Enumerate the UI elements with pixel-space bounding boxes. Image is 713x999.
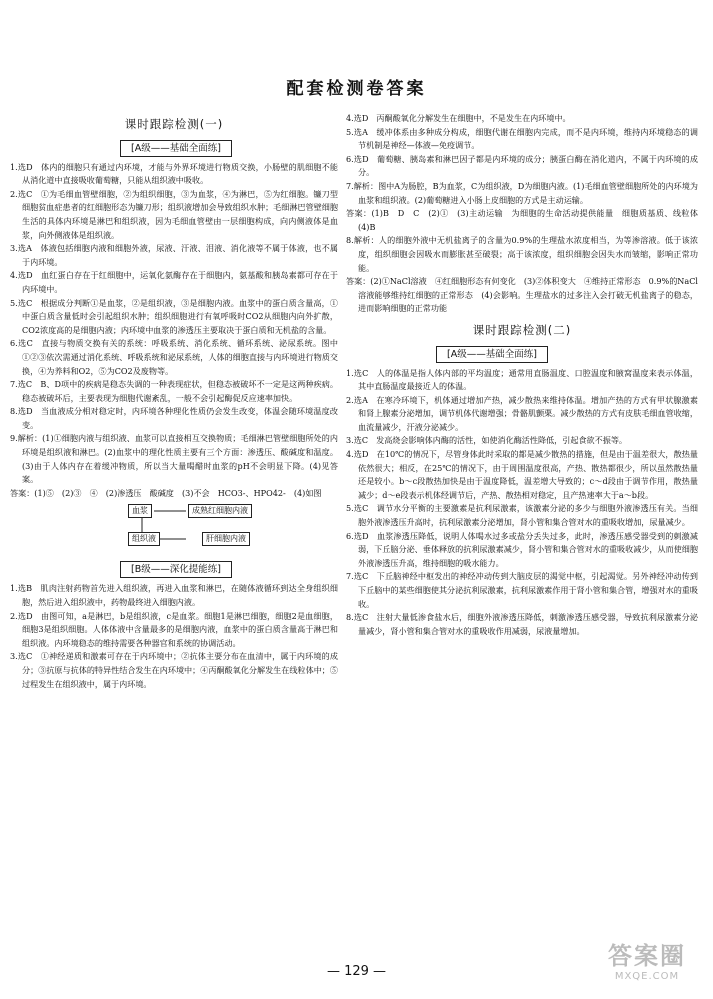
answer-item: 5.选A 缓冲体系由多种成分构成，细胞代谢在细胞内完成，而不是内环境，维持内环境稳态的调节机制是神经—体液—免疫调节。 xyxy=(346,126,698,151)
page-number: — 129 — xyxy=(326,964,387,979)
answer-item: 8.选D 当血液成分相对稳定时，内环境各种理化性质仍会发生改变，体温会随环境温度改变。 xyxy=(10,406,338,430)
answer-item: 6.选C 直接与物质交换有关的系统：呼吸系统、消化系统、循环系统、泌尿系统。图中①②③依次需通过消化系统、呼吸系统和泌尿系统，人体的细胞直接与内环境进行物质交换，④为养料和O2，⑤为CO2及废物等。 xyxy=(10,338,338,376)
section-title-1: 课时跟踪检测(一) xyxy=(124,117,224,131)
answer-item: 2.选A 在寒冷环境下，机体通过增加产热，减少散热来维持体温。增加产热的方式有甲状腺激素和肾上腺素分泌增加，调节机体代谢增强；骨骼肌颤栗。减少散热的方式有皮肤毛细血管收缩，血流量减少，汗液分泌减少。 xyxy=(346,394,698,432)
liver-cell-box: 肝细胞内液 xyxy=(202,532,250,546)
answer-item: 4.选D 血红蛋白存在于红细胞中，运氧化氨酶存在于细胞内，氨基酸和胰岛素都可存在于内环境中。 xyxy=(10,270,338,294)
answer-item: 4.选D 在10℃的情况下，尽管身体此时采取的都是减少散热的措施，但是由于温差很大，散热量依然很大；相反，在25℃的情况下，由于周围温度很高，产热、散热都很少，所以虽然散热量还是较小。b～c段散热加快是由于温度降低，温差增大导致的；c～d段由于调节作用，散热量减少；d～e段表示机体经调节后，产热、散热相对稳定，且产热速率大于a～b段。 xyxy=(346,449,698,500)
answer-item: 7.选C B、D项中的疾病是稳态失调的一种表现症状，但稳态被破坏不一定是这两种疾病。稳态被破坏后，主要表现为细胞代谢紊乱，一般不会引起酶促反应速率加快。 xyxy=(10,379,338,403)
answer-item: 7.解析：图中A为肠腔，B为血浆，C为组织液，D为细胞内液。(1)毛细血管壁细胞所处的内环境为血浆和组织液。(2)葡萄糖进入小肠上皮细胞的方式是主动运输。 xyxy=(346,180,698,205)
level-b-label: [B级——深化提能练] xyxy=(120,561,232,578)
answer-item: 3.选C 发高烧会影响体内酶的活性，如使消化酶活性降低，引起食欲不振等。 xyxy=(346,435,628,446)
answer-item: 3.选A 体液包括细胞内液和细胞外液，尿液、汗液、泪液、消化液等不属于体液，也不属于内环境。 xyxy=(10,243,338,267)
answer-item: 答案：(1)B D C (2)① (3)主动运输 为细胞的生命活动提供能量 细胞质基质、线粒体 (4)B xyxy=(346,208,707,232)
answer-item: 1.选C 人的体温是指人体内部的平均温度；通常用直肠温度、口腔温度和腋窝温度来表示体温，其中直肠温度最接近人的体温。 xyxy=(346,367,698,392)
answer-item: 4.选D 丙酮酸氧化分解发生在细胞中，不是发生在内环境中。 xyxy=(346,113,571,123)
answer-item: 6.选D 血浆渗透压降低，说明人体喝水过多或盐分丢失过多，此时，渗透压感受器受到的刺激减弱，下丘脑分泌、垂体释放的抗利尿激素减少，肾小管和集合管对水的重吸收减少，从而使细胞外液渗透压升高，维持细胞的吸水能力。 xyxy=(346,530,698,568)
answer-item: 6.选D 葡萄糖、胰岛素和淋巴因子都是内环境的成分；胰蛋白酶在消化道内，不属于内环境的成分。 xyxy=(346,153,698,178)
left-answers-a xyxy=(10,161,338,501)
plasma-box: 血浆 xyxy=(128,504,152,518)
answer-item: 1.选B 肌肉注射药物首先进入组织液，再进入血浆和淋巴，在随体液循环到达全身组织细胞，然后进入组织液中，药物最终进入细胞内液。 xyxy=(10,583,338,608)
right-column xyxy=(346,112,707,638)
answer-item: 2.选C ①为毛细血管壁细胞，②为组织细胞，③为血浆，④为淋巴，⑤为红细胞。镰刀型细胞贫血症患者的红细胞形态为镰刀形；组织液增加会导致组织水肿；毛细淋巴管壁细胞生活的具体内环境是淋巴和组织液，因为毛细血管壁由一层细胞构成，向内侧液体是血浆，向外侧液体是组织液。 xyxy=(10,188,338,240)
answer-item: 5.选C 调节水分平衡的主要激素是抗利尿激素，该激素分泌的多少与细胞外液渗透压有关。当细胞外液渗透压升高时，抗利尿激素分泌增加，肾小管和集合管对水的重吸收增加，尿量减少。 xyxy=(346,503,698,528)
answer-item: 7.选C 下丘脑神经中枢发出的神经冲动传到大脑皮层的渴觉中枢，引起渴觉。另外神经冲动传到下丘脑中的某些细胞使其分泌抗利尿激素，抗利尿激素作用于肾小管和集合管，增强对水的重吸收。 xyxy=(346,571,698,609)
page-title: 配套检测卷答案 xyxy=(286,79,427,99)
right-answers-a xyxy=(346,367,698,639)
left-answers-b xyxy=(10,582,338,691)
answer-item: 答案：(1)⑤ (2)③ ④ (2)渗透压 酸碱度 (3)不会 HCO3-、HPO42- (4)如图 xyxy=(10,487,322,498)
answer-item: 8.解析：人的细胞外液中无机盐离子的含量为0.9%的生理盐水浓度相当，为等渗溶液。低于该浓度，组织细胞会因吸水而膨胀甚至破裂；高于该浓度，组织细胞会因失水而皱缩，影响正常功能。 xyxy=(346,235,698,273)
watermark-logo xyxy=(599,936,695,992)
answer-item: 1.选D 体内的细胞只有通过内环境，才能与外界环境进行物质交换，小肠壁的肌细胞不能从消化道中直接吸收葡萄糖，只能从组织液中吸收。 xyxy=(10,161,338,186)
left-column xyxy=(10,118,338,691)
answer-item: 2.选D 由图可知，a是淋巴，b是组织液，c是血浆。细胞1是淋巴细胞，细胞2是血细胞，细胞3是组织细胞。人体体液中含量最多的是细胞内液，血浆中的蛋白质含量高于淋巴和组织液。内环境稳态的维持需要各种器官和系统的协调活动。 xyxy=(10,610,338,648)
answer-item: 3.选C ①神经递质和激素可存在于内环境中；②抗体主要分布在血清中，属于内环境的成分；③抗原与抗体的特异性结合发生在内环境中；④丙酮酸氧化分解发生在线粒体中；⑤过程发生在组织液中，属于内环境。 xyxy=(10,651,338,689)
watermark-line1: 答案圈 xyxy=(608,942,686,970)
answer-item: 答案：(2)①NaCl溶液 ④红细胞形态有何变化 (3)②体积变大 ④维持正常形态 0.9%的NaCl溶液能够维持红细胞的正常形态 (4)会影响。生理盐水的过多注入会打破无机盐离子的稳态，进而影响细胞的正常功能 xyxy=(346,276,698,314)
section-title-2: 课时跟踪检测(二) xyxy=(472,322,572,337)
tissue-fluid-box: 组织液 xyxy=(128,532,160,546)
answer-item: 9.解析：(1)①细胞内液与组织液、血浆可以直接相互交换物质；毛细淋巴管壁细胞所处的内环境是组织液和淋巴。(2)血浆中的理化性质主要有三个方面：渗透压、酸碱度和温度。(3)由于人体内存在着缓冲物质，所以当大量喝醋时血浆的pH不会明显下降。(4)见答案。 xyxy=(10,433,338,485)
answer-item: 5.选C 根据成分判断①是血浆，②是组织液，③是细胞内液。血浆中的蛋白质含量高，①中蛋白质含量低时会引起组织水肿；组织细胞进行有氧呼吸时CO2从细胞内向外扩散，CO2浓度高的是细胞内液；内环境中血浆的渗透压主要取决于蛋白质和无机盐的含量。 xyxy=(10,297,338,335)
right-answers-top xyxy=(346,112,707,316)
watermark-line2: MXQE.COM xyxy=(614,971,680,982)
level-a-label: [A级——基础全面练] xyxy=(120,140,232,157)
level-a-label-2: [A级——基础全面练] xyxy=(436,346,548,363)
answer-item: 8.选C 注射大量低渗食盐水后，细胞外液渗透压降低，刺激渗透压感受器，导致抗利尿激素分泌量减少，肾小管和集合管对水的重吸收作用减弱，尿液量增加。 xyxy=(346,612,698,636)
red-cell-box: 成熟红细胞内液 xyxy=(188,504,252,518)
fluid-diagram xyxy=(128,503,278,553)
